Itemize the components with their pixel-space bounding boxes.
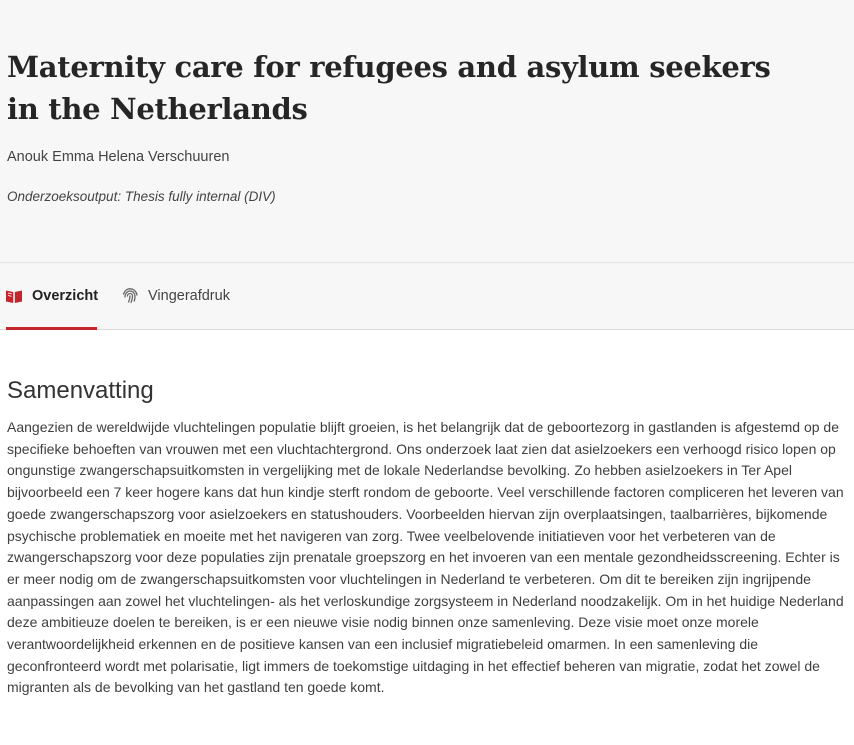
abstract-text: Aangezien de wereldwijde vluchtelingen populatie blijft groeien, is het belangrijk dat de geboortezorg in gastlanden is afgestemd op de specifieke behoeften van vrouwen met een vluchtachtergrond. Ons onderzoek laat zien dat asielzoekers een verhoogd risico lopen op ongunstige zwangerschapsuitkomsten in vergelijking met de lokale Nederlandse bevolking. Zo hebben asielzoekers in Ter Apel bijvoorbeeld een 7 keer hogere kans dat hun kindje sterft rondom de geboorte. Veel verschillende factoren compliceren het leveren van goede zwangerschapszorg voor asielzoekers en statushouders. Voorbeelden hiervan zijn overplaatsingen, taalbarrières, bijkomende psychische problematiek en moeite met het navigeren van zorg. Twee veelbelovende initiatieven voor het verbeteren van de zwangerschapszorg voor deze populaties zijn prenatale groepszorg en het invoeren van een mentale gezondheidsscreening. Echter is er meer nodig om de zwangerschapsuitkomsten voor vluchtelingen in Nederland te verbeteren. Om dit te bereiken zijn ingrijpende aanpassingen aan zowel het vluchtelingen- als het verloskundige zorgsysteem in Nederland noodzakelijk. Om in het huidige Nederland deze ambitieuze doelen te bereiken, is er een nieuwe visie nodig binnen onze samenleving. Deze visie moet onze morele verantwoordelijkheid erkennen en de positieve kansen van een inclusief migratiebeleid omarmen. In een samenleving die geconfronteerd wordt met polarisatie, ligt immers de toekomstige uitdaging in het effectief beheren van migratie, zodat het zowel de migranten als de bevolking van het gastland ten goede komt. (7, 419, 844, 696)
author-link[interactable]: Anouk Emma Helena Verschuuren (7, 149, 230, 165)
tab-overview-label: Overzicht (32, 288, 99, 304)
research-output-header (0, 0, 854, 262)
book-icon (5, 287, 23, 305)
tab-fingerprint[interactable] (121, 263, 230, 329)
fingerprint-icon (121, 287, 139, 305)
tab-overview[interactable] (5, 263, 99, 329)
abstract-heading: Samenvatting (7, 377, 154, 404)
tab-fingerprint-label: Vingerafdruk (148, 288, 230, 304)
output-type-label: Onderzoeksoutput: Thesis fully internal (DIV) (7, 189, 276, 204)
tab-bar (0, 262, 854, 330)
page-title: Maternity care for refugees and asylum seekers in the Netherlands (7, 50, 771, 126)
